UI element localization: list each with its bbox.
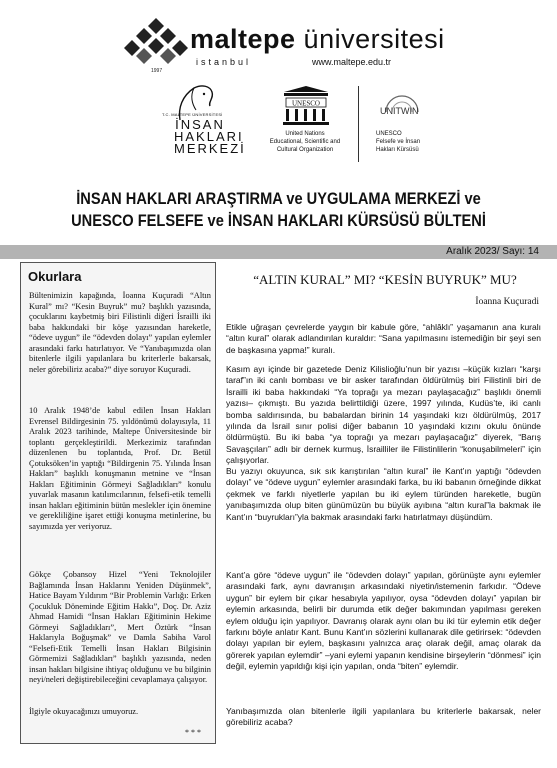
editorial-sidebar bbox=[20, 262, 216, 744]
article-author: İoanna Kuçuradi bbox=[475, 297, 539, 307]
issue-date: Aralık 2023/ Sayı: 14 bbox=[446, 246, 539, 257]
maltepe-emblem-icon bbox=[124, 16, 188, 74]
university-name: maltepe üniversitesi bbox=[190, 24, 445, 54]
sidebar-paragraph-1: Bültenimizin kapağında, İoanna Kuçuradi “Altın Kural” mı? “Kesin Buyruk” mu? başlıklı yazısında, çocuklarını kaybetmiş biri Filistinli diğeri İsrailli iki baba hakkındaki bir köşe yazısından hareketle, “ödeve uygun” ile “ödevden dolayı” yapılan eylemler arasındaki farkı hatırlatıyor. Ve “Yanıbaşımızda olan bitenlerle ilgili yapılanlara bu kriterlerle bakarsak, neler görebiliriz acaba?” diye soruyor Kuçuradi. bbox=[29, 291, 211, 374]
sidebar-paragraph-3: Gökçe Çobansoy Hizel “Yeni Teknolojiler Bağlamında İnsan Haklarını Yeniden Düşünmek”, Hatice Bayam Yıldırım “Bir Problemin Varlığı: Erken Çocukluk Döneminde Eğitim Hakkı”, Doç. Dr. Aziz Ahmad Hamidi “İnsan Hakları Eğitiminin Hekime Görmeyi Sağladıkları”, Mert Öztürk “İnsan Haklarıyla Boğuşmak” ve Damla Sabiha Varol “Felsefi-Etik Temelli İnsan Hakları Bilgisinin Görmemizi Sağladıkları” başlıklı yazısında, neden insan hakları bilgisine ihtiyaç olduğunu ve bu bilginin neyi/neleri değiştirebileceğini cevaplamaya çalışıyor. bbox=[29, 570, 211, 684]
article-paragraph-4: Kant’a göre “ödeve uygun” ile “ödevden dolayı” yapılan, görünüşte aynı eylemler arasındaki fark, aynı davranışın arkasındaki niyetin/istemenin farkıdır. “Ödeve uygun” bir eylem bir çıkar hesabıyla yapılıyor, oysa “ödevden dolayı” yapılan bir eylemin arkasında, belirli bir durumda etik değer bakımından yapılması gereken eylem olduğu için yapılıyor. Davranış olarak aynı olan bu iki tür eylemin etik değer farkını böyle anlatır Kant. Bunu Kant’ın sözlerini kullanarak dile getirirsek: “ödevden dolayı yapılan bir eylem, başkasını yalnızca araç olarak değil, amaç olarak da görerek yapılan eylemdir” –yani eylemi yapanın kendisine birşeylerin “dönmesi” için değil, eylemin yapıldığı kişi için yapılan, onda “biten” eylemdir. bbox=[226, 570, 541, 672]
unitwin-caption: UNESCO Felsefe ve İnsan Hakları Kürsüsü bbox=[376, 131, 421, 153]
university-website: www.maltepe.edu.tr bbox=[312, 57, 392, 67]
unitwin-label: UNITWIN bbox=[380, 106, 419, 116]
center-name: İNSAN HAKLARI MERKEZİ bbox=[174, 117, 246, 156]
sidebar-heading: Okurlara bbox=[28, 269, 82, 284]
unesco-temple-icon bbox=[256, 86, 356, 130]
bulletin-title: İNSAN HAKLARI ARAŞTIRMA ve UYGULAMA MERKEZİ ve UNESCO FELSEFE ve İNSAN HAKLARI KÜRSÜSÜ BÜLTENİ bbox=[71, 189, 486, 230]
svg-text:1997: 1997 bbox=[151, 68, 163, 74]
sidebar-paragraph-4: İlgiyle okuyacağınızı umuyoruz. bbox=[29, 707, 139, 716]
maltepe-university-logo bbox=[124, 16, 445, 74]
article-paragraph-3: Bu yazıyı okuyunca, sık sık karıştırılan “altın kural” ile Kant’ın yaptığı “ödevden dolayı” ve “ödeve uygun” eylemler arasındaki farka, bu iki babanın örneğinde dikkat çekmek ve farklı niyetlerle yapılan bu iki eylem türünden hareketle, bugün yanıbaşımızda olup biten günümüzün bu büyük ayıbına “altın kural”la bakmak ile Kant’ın “buyrukları”yla bakmak arasındaki farkı hatırlatmayı düşündüm. bbox=[226, 466, 541, 522]
unesco-logo bbox=[256, 86, 436, 166]
article-paragraph-5: Yanıbaşımızda olan bitenlerle ilgili yapılanlara bu kriterlerle bakarsak, neler görebiliriz acaba? bbox=[226, 706, 541, 728]
human-rights-center-logo bbox=[150, 82, 250, 174]
sidebar-paragraph-2: 10 Aralık 1948’de kabul edilen İnsan Hakları Evrensel Bildirgesinin 75. yıldönümü dolayısıyla, 11 Aralık 2023 tarihinde, Maltepe Üniversitesinde bir toplantı gerçekleştirildi. Merkezimiz tarafından düzenlenen bu toplantıda, Prof. Dr. Betül Çotuksöken’in yaptığı “Bildirgenin 75. Yılında İnsan Hakları” başlıklı konuşmanın metnine ve “İnsan Hakları Eğitiminin Görmeyi Sağladıkları” konulu yuvarlak masanın katılımcılarının, felsefi-etik temelli insan hakları eğitiminin bütün meslekler için önemine ve gerekliliğine işaret ettiği konuşma metinlerine, bu sayımızda yer veriyoruz. bbox=[29, 406, 211, 531]
university-city: istanbul bbox=[196, 57, 252, 67]
svg-text:UNESCO: UNESCO bbox=[291, 99, 321, 108]
center-university-label: T.C. MALTEPE ÜNİVERSİTESİ bbox=[162, 112, 223, 117]
article-paragraph-2: Kasım ayı içinde bir gazetede Deniz Kilislioğlu’nun bir yazısı –küçük kızları “karşı taraf”ın iki canlı bombası ve bir asker tarafından öldürülmüş biri Filistinli biri de İsrailli iki baba hakkındaki “Ya toprağı ya mezarı paylaşacağız” başlıklı önemli yazısı– çıkmıştı. Bu yazıda belirttildiği üzere, 1997 yılında, Kudüs’te, iki canlı bomba saldırısında, bu babalardan birinin 14 yaşındaki kızı öldürülmüş, 2017 yılında da İsrail sınır polisi diğer babanın 10 yaşındaki kızını okulu önünde öldürmüştü. Bu iki baba “ya toprağı ya mezarı paylaşacağız” diyerek, “Barış Savaşçıları” adlı bir dernek kurmuş, İsrailliler ile Filistinlilerin “konuşabilmeleri” için çalışıyorlar. bbox=[226, 364, 541, 466]
unesco-caption: United Nations Educational, Scientific and Cultural Organization bbox=[269, 131, 341, 153]
article-paragraph-1: Etikle uğraşan çevrelerde yaygın bir kabule göre, “ahlâklı” yaşamanın ana kuralı “altın kural” olarak adlandırılan kuraldır: “Sana yapılmasını istemediğin bir şeyi sen de başkasına yapma!” kuralı. bbox=[226, 322, 541, 355]
article-title: “ALTIN KURAL” MI? “KESİN BUYRUK” MU? bbox=[253, 272, 517, 287]
logo-divider bbox=[358, 86, 359, 162]
sidebar-end-mark: *** bbox=[185, 728, 203, 737]
